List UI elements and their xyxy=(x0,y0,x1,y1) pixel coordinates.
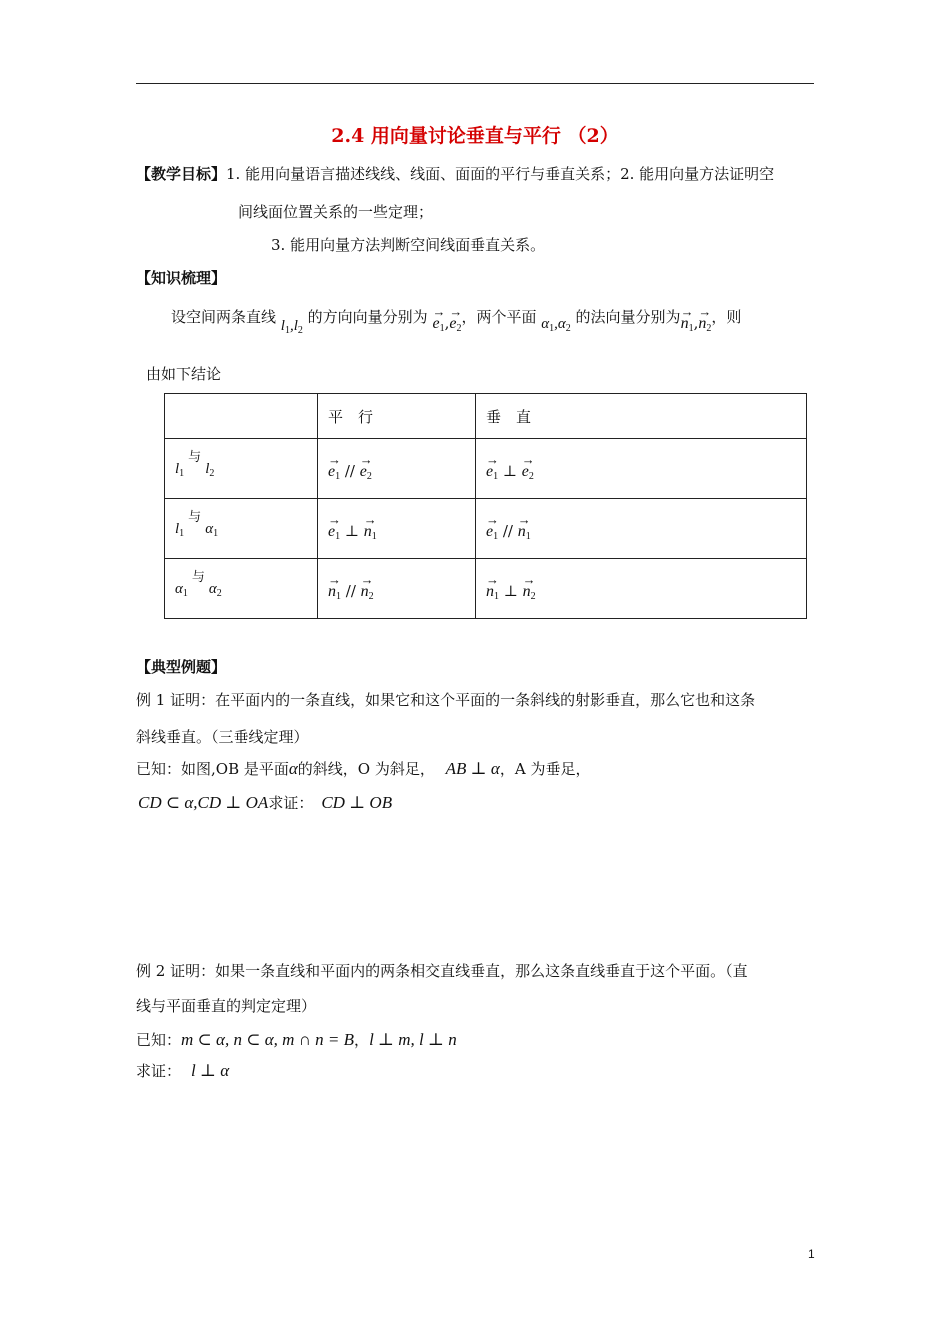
objectives-label: 【教学目标】 xyxy=(136,165,227,183)
alpha-symbol: α xyxy=(288,759,298,778)
row-label-plane-plane: $\alpha_1$与$\alpha_2$ xyxy=(165,559,318,619)
example2-qiuzheng: 求证： l ⊥ α xyxy=(136,1061,230,1080)
table-header-parallel: 平 行 xyxy=(318,394,476,439)
knowledge-sentence: 设空间两条直线 $l_1,l_2$ 的方向向量分别为 → $e_1$, → $e_2$，两个平面 $\alpha_1,\alpha_2$ 的法向量分别为 → $n_1$, → $n_2$，则 xyxy=(171,304,742,336)
objectives-line3: 3. 能用向量方法判断空间线面垂直关系。 xyxy=(271,236,546,254)
page-number: 1 xyxy=(808,1247,815,1261)
example1-known: 已知：如图,OB 是平面α的斜线，O 为斜足， AB ⊥ α，A 为垂足， xyxy=(136,759,591,778)
cell-line-line-parallel: → $e_1$ // → $e_2$ xyxy=(318,439,476,499)
example1-conditions: CD ⊂ α,CD ⊥ OA求证： CD ⊥ OB xyxy=(138,793,393,812)
ab-perp-alpha: AB ⊥ α xyxy=(445,759,500,778)
cell-plane-plane-perp: → $n_1$ ⊥ → $n_2$ xyxy=(476,559,807,619)
knowledge-label: 【知识梳理】 xyxy=(136,269,227,287)
direction-vectors-e: → $e_1$, → $e_2$ xyxy=(432,304,463,334)
header-rule xyxy=(136,83,814,84)
table-header-perp: 垂 直 xyxy=(476,394,807,439)
example1-line1: 例 1 证明：在平面内的一条直线，如果它和这个平面的一条斜线的射影垂直，那么它也和这条 xyxy=(136,691,756,709)
cell-plane-plane-parallel: → $n_1$ // → $n_2$ xyxy=(318,559,476,619)
row-label-line-line: $l_1$与$l_2$ xyxy=(165,439,318,499)
table-row xyxy=(165,559,807,619)
row-label-line-plane: $l_1$与$\alpha_1$ xyxy=(165,499,318,559)
example2-perp-givens: l ⊥ m, l ⊥ n xyxy=(369,1030,457,1049)
table-row xyxy=(165,439,807,499)
cell-line-line-perp: → $e_1$ ⊥ → $e_2$ xyxy=(476,439,807,499)
relations-table xyxy=(164,393,807,619)
planes-alpha: $\alpha_1,\alpha_2$ xyxy=(541,316,571,334)
conclusion-intro: 由如下结论 xyxy=(146,365,222,383)
l-perp-alpha: l ⊥ α xyxy=(191,1061,230,1080)
table-row xyxy=(165,499,807,559)
cd-conditions: CD ⊂ α,CD ⊥ OA xyxy=(138,793,269,812)
lines-l1-l2: $l_1,l_2$ xyxy=(280,318,303,336)
example2-line2: 线与平面垂直的判定定理） xyxy=(136,997,317,1015)
objectives-line1: 【教学目标】1. 能用向量语言描述线线、线面、面面的平行与垂直关系；2. 能用向量方法证明空 xyxy=(136,165,775,183)
table-header-empty xyxy=(165,394,318,439)
example2-line1: 例 2 证明：如果一条直线和平面内的两条相交直线垂直，那么这条直线垂直于这个平面。（直 xyxy=(136,962,748,980)
normal-vectors-n: → $n_1$, → $n_2$ xyxy=(680,304,712,334)
example1-line2: 斜线垂直。（三垂线定理） xyxy=(136,728,309,746)
cell-line-plane-perp: → $e_1$ // → $n_1$ xyxy=(476,499,807,559)
cd-perp-ob: CD ⊥ OB xyxy=(321,793,393,812)
table-header-row xyxy=(165,394,807,439)
example2-known: 已知：m ⊂ α, n ⊂ α, m ∩ n = B，l ⊥ m, l ⊥ n xyxy=(136,1030,457,1049)
page-title: 2.4 用向量讨论垂直与平行 （2） xyxy=(331,125,619,147)
cell-line-plane-parallel: → $e_1$ ⊥ → $n_1$ xyxy=(318,499,476,559)
objectives-line2: 间线面位置关系的一些定理； xyxy=(238,203,434,221)
example2-givens: m ⊂ α, n ⊂ α, m ∩ n = B xyxy=(181,1030,355,1049)
examples-label: 【典型例题】 xyxy=(136,658,227,676)
